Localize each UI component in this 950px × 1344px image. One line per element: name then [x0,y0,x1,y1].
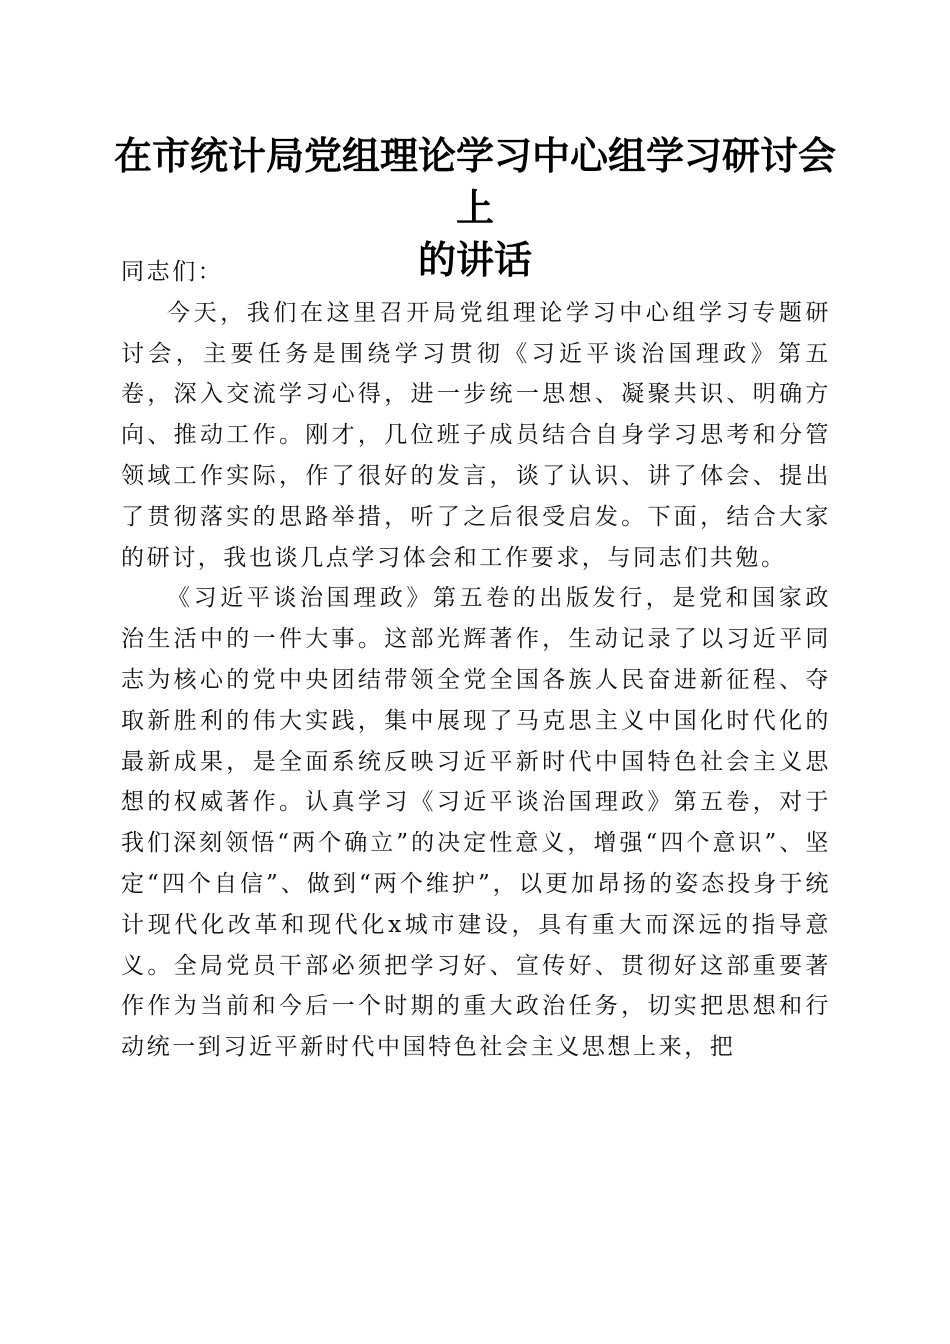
salutation: 同志们： [121,259,224,285]
document-body [121,252,831,1068]
paragraph-book-significance: 《习近平谈治国理政》第五卷的出版发行，是党和国家政治生活中的一件大事。这部光辉著作，生动记录了以习近平同志为核心的党中央团结带领全党全国各族人民奋进新征程、夺取新胜利的伟大实践，集中展现了马克思主义中国化时代化的最新成果，是全面系统反映习近平新时代中国特色社会主义思想的权威著作。认真学习《习近平谈治国理政》第五卷，对于我们深刻领悟“两个确立”的决定性意义，增强“四个意识”、坚定“四个自信”、做到“两个维护”，以更加昂扬的姿态投身于统计现代化改革和现代化x城市建设，具有重大而深远的指导意义。全局党员干部必须把学习好、宣传好、贯彻好这部重要著作作为当前和今后一个时期的重大政治任务，切实把思想和行动统一到习近平新时代中国特色社会主义思想上来，把 [121,585,831,1061]
title-line-2: 的讲话 [417,237,532,282]
title-line-1: 在市统计局党组理论学习中心组学习研讨会上 [113,133,836,230]
paragraph-opening: 今天，我们在这里召开局党组理论学习中心组学习专题研讨会，主要任务是围绕学习贯彻《习近平谈治国理政》第五卷，深入交流学习心得，进一步统一思想、凝聚共识、明确方向、推动工作。刚才，几位班子成员结合自身学习思考和分管领域工作实际，作了很好的发言，谈了认识、讲了体会、提出了贯彻落实的思路举措，听了之后很受启发。下面，结合大家的研讨，我也谈几点学习体会和工作要求，与同志们共勉。 [121,299,831,571]
